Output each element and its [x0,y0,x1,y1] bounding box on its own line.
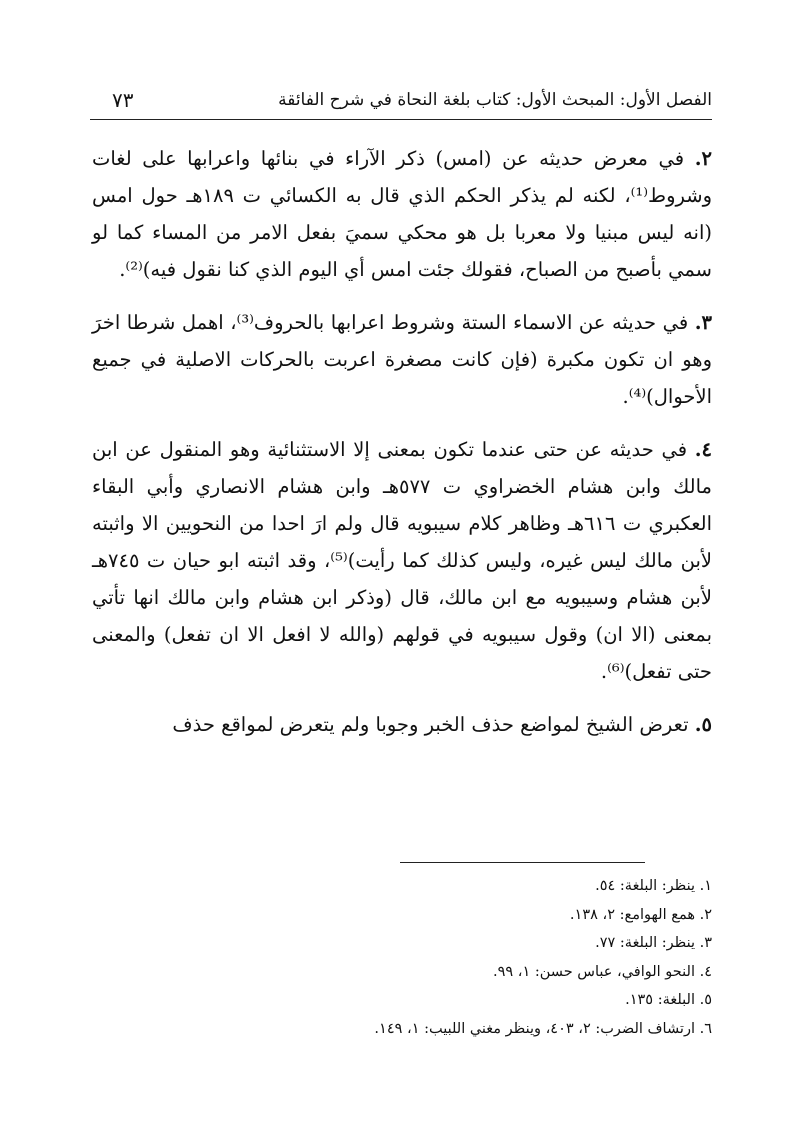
body-text [92,140,712,759]
paragraph-text: في معرض حديثه عن (امس) ذكر الآراء في بنائها واعرابها على لغات وشروط⁽¹⁾، لكنه لم يذكر الحكم الذي قال به الكسائي ت ١٨٩هـ حول امس (انه ليس مبنيا ولا معربا بل هو محكي سميَ بفعل الامر من المساء كما لو سمي بأصبح من الصباح، فقولك جئت امس أي اليوم الذي كنا نقول فيه)⁽²⁾. [92,147,713,281]
footnote-2: ٢. همع الهوامع: ٢، ١٣٨. [569,906,712,923]
running-title: الفصل الأول: المبحث الأول: كتاب بلغة النحاة في شرح الفائقة [278,90,712,110]
footnote-4: ٤. النحو الوافي، عباس حسن: ١، ٩٩. [492,963,712,980]
paragraph-text: تعرض الشيخ لمواضع حذف الخبر وجوبا ولم يتعرض لمواقع حذف [172,713,695,736]
paragraph-text: في حديثه عن الاسماء الستة وشروط اعرابها بالحروف⁽³⁾، اهمل شرطا اخرَ وهو ان تكون مكبرة (فإن كانت مصغرة اعربت بالحركات الاصلية في جميع الأحوال)⁽⁴⁾. [92,311,712,408]
footnotes [92,872,712,1043]
page-header [90,84,712,120]
footnote-1: ١. ينظر: البلغة: ٥٤. [595,878,712,894]
paragraph-number: ٥. [694,713,712,736]
paragraph-text: في حديثه عن حتى عندما تكون بمعنى إلا الاستثنائية وهو المنقول عن ابن مالك وابن هشام الخضراوي ت ٥٧٧هـ وابن هشام الانصاري وأبي البقاء العكبري ت ٦١٦هـ وظاهر كلام سيبويه قال ولم ارَ احدا من النحويين الا واثبته لأبن مالك ليس غيره، وليس كذلك كما رأيت)⁽⁵⁾، وقد اثبته ابو حيان ت ٧٤٥هـ لأبن هشام وسيبويه مع ابن مالك، قال (وذكر ابن هشام وابن مالك انها تأتي بمعنى (الا ان) وقول سيبويه في قولهم (والله لا افعل الا ان تفعل) والمعنى حتى تفعل)⁽⁶⁾. [92,438,712,683]
page-number: ٧٣ [112,88,134,112]
paragraph-number: ٤. [694,438,712,461]
footnote-5: ٥. البلغة: ١٣٥. [625,992,712,1008]
footnote-3: ٣. ينظر: البلغة: ٧٧. [595,935,712,951]
paragraph-number: ٢. [694,147,712,170]
paragraph-number: ٣. [694,311,713,334]
paragraph-2 [92,140,712,288]
footnote-separator [400,862,645,863]
paragraph-3 [92,304,712,415]
footnote-6: ٦. ارتشاف الضرب: ٢، ٤٠٣، وينظر مغني اللبيب: ١، ١٤٩. [374,1020,712,1037]
paragraph-4 [92,431,712,690]
paragraph-5 [92,706,712,743]
header-rule [90,119,712,120]
